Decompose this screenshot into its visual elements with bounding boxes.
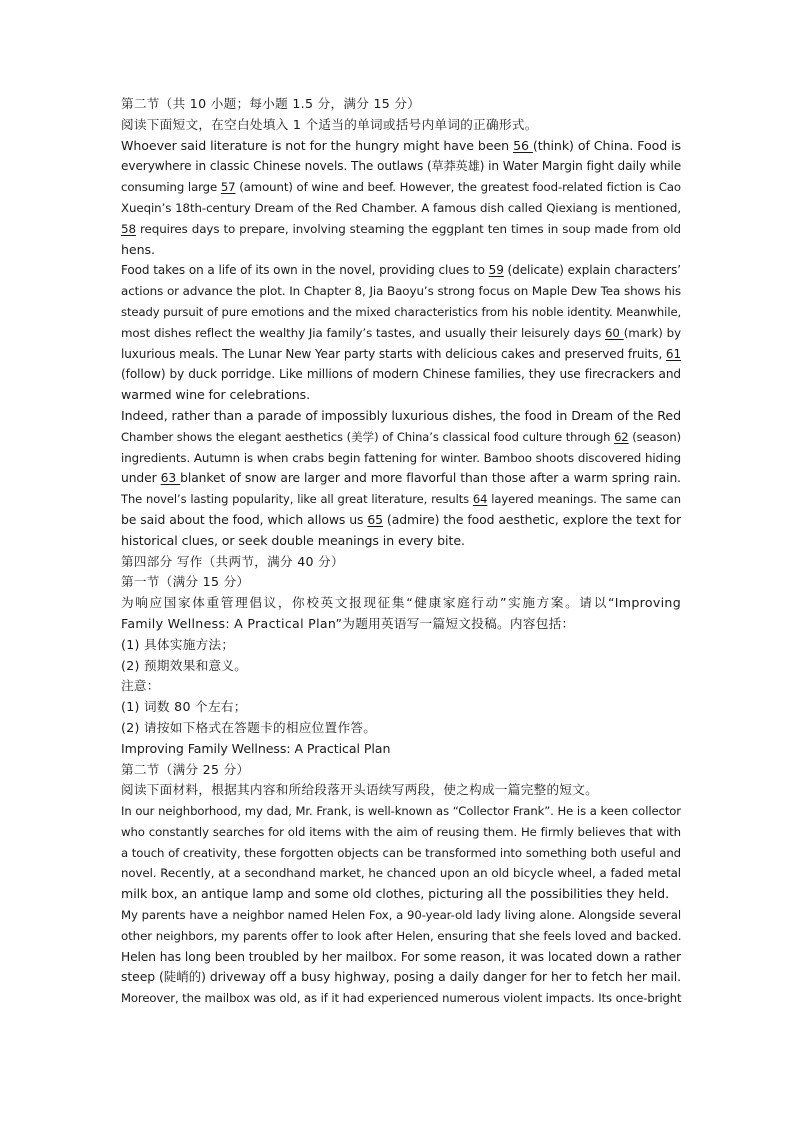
- writing-note: (2) 请按如下格式在答题卡的相应位置作答。: [121, 719, 377, 735]
- blank-57: 57: [220, 180, 236, 195]
- blank-61: 61: [665, 346, 682, 361]
- writing-prompt-line: Family Wellness: A Practical Plan”为题用英语写一篇短文投稿。内容包括：: [121, 615, 575, 631]
- writing-requirement: (2) 预期效果和意义。: [121, 657, 248, 673]
- story-line: a touch of creativity, these forgotten objects can be transformed into something both useful and: [121, 845, 681, 860]
- section-2-heading: 第二节（共 10 小题；每小题 1.5 分，满分 15 分）: [121, 96, 421, 111]
- passage-line: ingredients. Autumn is when crabs begin fattening for winter. Bamboo shoots discovered hiding: [121, 450, 681, 465]
- notes-heading: 注意：: [121, 678, 160, 694]
- writing-note: (1) 词数 80 个左右；: [121, 699, 247, 715]
- passage-line: consuming large 57 (amount) of wine and beef. However, the greatest food-related fiction is Cao: [121, 180, 681, 195]
- passage-line: actions or advance the plot. In Chapter 8, Jia Baoyu’s strong focus on Maple Dew Tea shows his: [121, 284, 681, 299]
- passage-line: most dishes reflect the wealthy Jia family’s tastes, and usually their leisurely days 60 (mark) by: [121, 325, 681, 340]
- passage-line: Food takes on a life of its own in the novel, providing clues to 59 (delicate) explain characters’: [121, 263, 681, 278]
- blank-60: 60: [605, 325, 624, 340]
- story-line: steep (陡峭的) driveway off a busy highway, posing a daily danger for her to fetch her mail.: [121, 969, 681, 985]
- writing-requirement: (1) 具体实施方法；: [121, 636, 235, 652]
- section-2-writing-heading: 第二节（满分 25 分）: [121, 761, 250, 777]
- blank-56: 56: [513, 137, 533, 153]
- passage-line: hens.: [121, 241, 155, 257]
- continuation-instructions: 阅读下面材料，根据其内容和所给段落开头语续写两段，使之构成一篇完整的短文。: [121, 782, 599, 798]
- story-line: other neighbors, my parents offer to look after Helen, ensuring that she feels loved and backed.: [121, 928, 682, 943]
- passage-line: historical clues, or seek double meanings in every bite.: [121, 532, 465, 548]
- passage-line: (follow) by duck porridge. Like millions of modern Chinese families, they use firecrackers and: [121, 367, 681, 382]
- passage-line: 58 requires days to prepare, involving steaming the eggplant ten times in soup made from old: [121, 221, 681, 236]
- passage-line: luxurious meals. The Lunar New Year party starts with delicious cakes and preserved fruits, 61: [121, 346, 682, 361]
- blank-64: 64: [472, 492, 488, 507]
- blank-59: 59: [488, 263, 504, 278]
- section-2-instructions: 阅读下面短文，在空白处填入 1 个适当的单词或括号内单词的正确形式。: [121, 116, 538, 132]
- story-line: Moreover, the mailbox was old, as if it had experienced numerous violent impacts. Its once-bright: [121, 991, 682, 1006]
- story-line: Helen has long been troubled by her mailbox. For some reason, it was located down a rather: [121, 949, 681, 964]
- passage-line: Indeed, rather than a parade of impossibly luxurious dishes, the food in Dream of the Red: [121, 407, 681, 423]
- passage-line: everywhere in classic Chinese novels. The outlaws (草莽英雄) in Water Margin fight daily while: [121, 159, 682, 174]
- blank-58: 58: [121, 221, 136, 236]
- passage-line: The novel’s lasting popularity, like all great literature, results 64 layered meanings. The same can: [121, 492, 681, 507]
- writing-prompt-line: 为响应国家体重管理倡议，你校英文报现征集“健康家庭行动”实施方案。请以“Improving: [121, 595, 681, 611]
- passage-line: Whoever said literature is not for the hungry might have been 56 (think) of China. Food is: [121, 137, 681, 153]
- passage-line: steady pursuit of pure emotions and the mixed characteristics from his noble identity. Meanwhile,: [121, 304, 682, 319]
- story-line: milk box, an antique lamp and some old clothes, picturing all the possibilities they held.: [121, 886, 670, 902]
- story-line: My parents have a neighbor named Helen Fox, a 90-year-old lady living alone. Alongside several: [121, 908, 681, 923]
- blank-65: 65: [367, 511, 383, 527]
- part-4-heading: 第四部分 写作（共两节，满分 40 分）: [121, 553, 344, 569]
- story-line: who constantly searches for old items with the aim of reusing them. He firmly believes that with: [121, 824, 681, 839]
- story-line: novel. Recently, at a secondhand market, he chanced upon an old bicycle wheel, a faded metal: [121, 866, 681, 881]
- blank-62: 62: [614, 429, 629, 444]
- passage-line: warmed wine for celebrations.: [121, 387, 311, 403]
- passage-line: under 63 blanket of snow are larger and more flavorful than those after a warm spring rain.: [121, 471, 681, 486]
- passage-line: Chamber shows the elegant aesthetics (美学) of China’s classical food culture through 62 (season): [121, 429, 681, 444]
- blank-63: 63: [160, 471, 181, 486]
- page-content: [121, 94, 681, 1009]
- passage-line: Xueqin’s 18th-century Dream of the Red Chamber. A famous dish called Qiexiang is mentioned,: [121, 200, 681, 215]
- story-line: In our neighborhood, my dad, Mr. Frank, is well-known as “Collector Frank”. He is a keen collector: [121, 804, 681, 819]
- passage-line: be said about the food, which allows us 65 (admire) the food aesthetic, explore the text for: [121, 511, 681, 527]
- essay-title: Improving Family Wellness: A Practical Plan: [121, 740, 391, 756]
- section-1-heading: 第一节（满分 15 分）: [121, 574, 250, 590]
